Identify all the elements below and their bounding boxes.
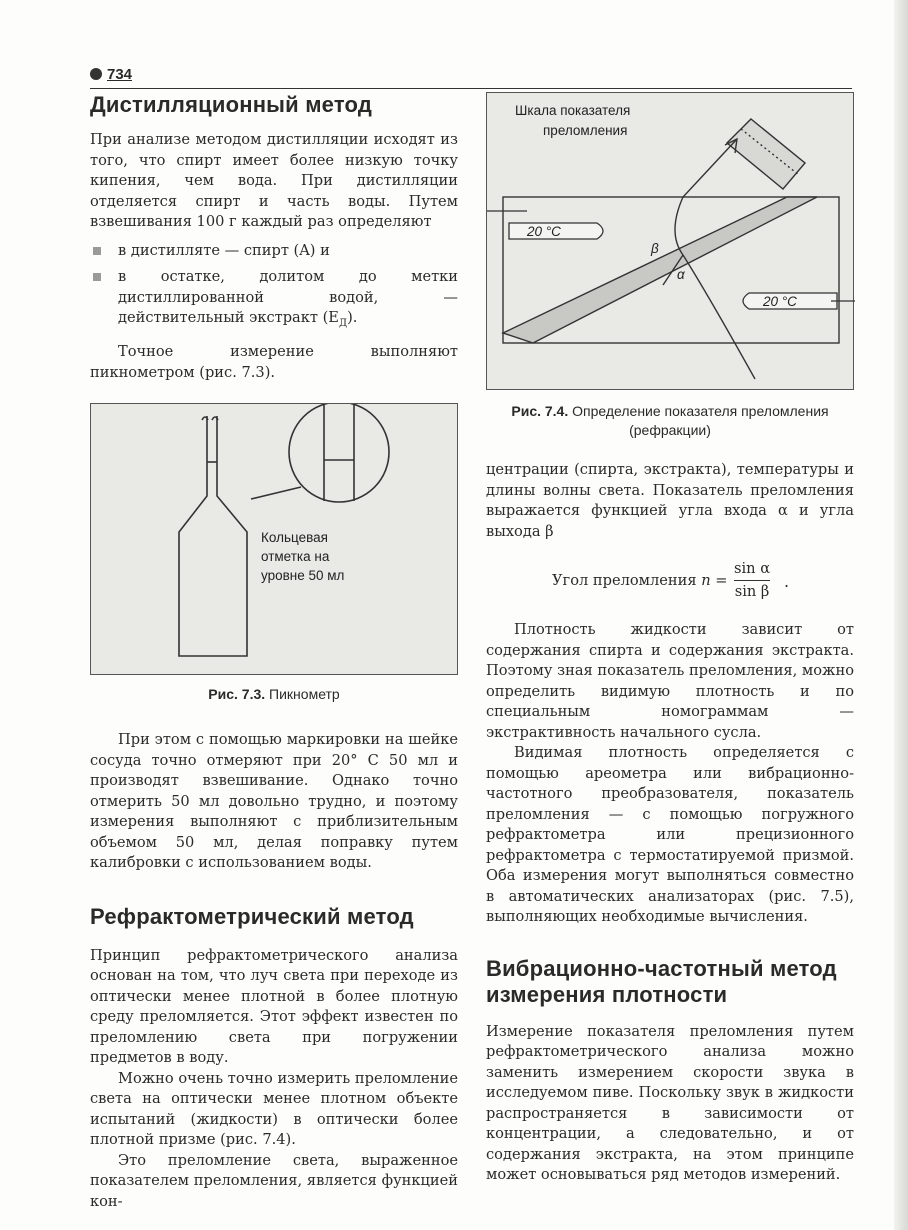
fig74-label-line2: преломления bbox=[543, 123, 628, 138]
right-column bbox=[486, 92, 854, 1186]
figure-refraction bbox=[486, 92, 854, 390]
paragraph-refr-3: Это преломление света, выраженное показателем преломления, является функцией кон- bbox=[90, 1151, 458, 1210]
beta-label: β bbox=[651, 241, 659, 256]
left-column bbox=[90, 92, 458, 1212]
fig73-label-line1: Кольцевая bbox=[261, 530, 328, 546]
fig73-label-line3: уровне 50 мл bbox=[261, 568, 345, 584]
heading-vibration: Вибрационно-частотный метод измерения плотности bbox=[486, 955, 837, 1007]
list-item: в остатке, долитом до метки дистиллированной водой, — действительный экстракт $(E_Д)$. bbox=[90, 267, 458, 334]
formula-fraction: $\frac{\text{sin α}}{\text{sin β}}$ bbox=[734, 558, 770, 603]
pycnometer-flask-outline bbox=[179, 416, 247, 656]
figure-pycnometer bbox=[90, 403, 458, 675]
figure-caption-7-3: Рис. 7.3. Пикнометр bbox=[208, 686, 340, 703]
bullet-dot-icon bbox=[90, 68, 102, 80]
paragraph-continuation: центрации (спирта, экстракта), температуры и длины волны света. Показатель преломления выражается функцией угла входа α и угла выхода β bbox=[486, 461, 854, 540]
prism-strip bbox=[503, 197, 817, 343]
refraction-diagram bbox=[487, 93, 855, 389]
paragraph-marking: При этом с помощью маркировки на шейке сосуда точно отмеряют при 20° C 50 мл и производят взвешивание. Однако точно отмерить 50 мл довольно трудно, и поэтому измерения выполняют с приблизительным объемом 50 мл, делая поправку путем калибровки с использованием воды. bbox=[90, 731, 458, 872]
paragraph-distillation: При анализе методом дистилляции исходят из того, что спирт имеет более низкую точку кипения, чем вода. При дистилляции отделяется спирт и часть воды. Путем взвешивания 100 г каждый раз определяют bbox=[90, 131, 458, 230]
paragraph-density-2: Видимая плотность определяется с помощью ареометра или вибрационно-частотного преобразователя, показатель преломления — с помощью погружного рефрактометра или прецизионного рефрактометра с термостатируемой призмой. Оба измерения могут выполняться совместно в автоматических анализаторах (рис. 7.5), выполняющих необходимые вычисления. bbox=[486, 744, 854, 925]
fig73-label-line2: отметка на bbox=[261, 549, 330, 565]
running-header bbox=[90, 66, 852, 89]
paragraph-refr-2: Можно очень точно измерить преломление света на оптически менее плотном объекте испытаний (жидкости) в оптически более плотной призме (рис. 7.4). bbox=[90, 1069, 458, 1149]
magnifier-circle bbox=[289, 404, 389, 502]
paragraph-refr-1: Принцип рефрактометрического анализа основан на том, что луч света при переходе из оптически менее плотной в более плотную среду преломляется. Этот эффект известен по преломлению света при погружении предметов в воду. bbox=[90, 946, 458, 1067]
fig74-label-line1: Шкала показателя bbox=[515, 103, 631, 118]
temp-label-left: 20 °C bbox=[527, 224, 561, 239]
paragraph-density-1: Плотность жидкости зависит от содержания спирта и содержания экстракта. Поэтому зная показатель преломления, можно определить видимую плотность и по специальным номограммам — экстрактивность начального сусла. bbox=[486, 621, 854, 741]
list-item: в дистилляте — спирт (A) и bbox=[90, 241, 458, 262]
paragraph-pycnometer: Точное измерение выполняют пикнометром (рис. 7.3). bbox=[90, 343, 458, 381]
page-edge-shadow bbox=[894, 0, 908, 1230]
pycnometer-diagram bbox=[91, 404, 459, 674]
temp-label-right: 20 °C bbox=[763, 294, 797, 309]
figure-caption-7-4: Рис. 7.4. Определение показателя преломления (рефракции) bbox=[511, 403, 829, 438]
bullet-list bbox=[90, 241, 458, 335]
alpha-label: α bbox=[677, 267, 685, 282]
refraction-formula: Угол преломления n = $\frac{\text{sin α}}{\text{sin β}}$ . bbox=[486, 554, 854, 610]
refraction-scale bbox=[727, 119, 805, 189]
heading-refractometric: Рефрактометрический метод bbox=[90, 903, 414, 929]
paragraph-vibration: Измерение показателя преломления путем рефрактометрического анализа можно заменить измерением скорости звука в исследуемом пиве. Поскольку звук в жидкости распространяется в зависимости от концентрации, а следовательно, и от содержания экстракта, на этом принципе может основываться ряд методов измерений. bbox=[486, 1022, 854, 1183]
page-number: 734 bbox=[90, 66, 132, 83]
heading-distillation: Дистилляционный метод bbox=[90, 92, 373, 117]
